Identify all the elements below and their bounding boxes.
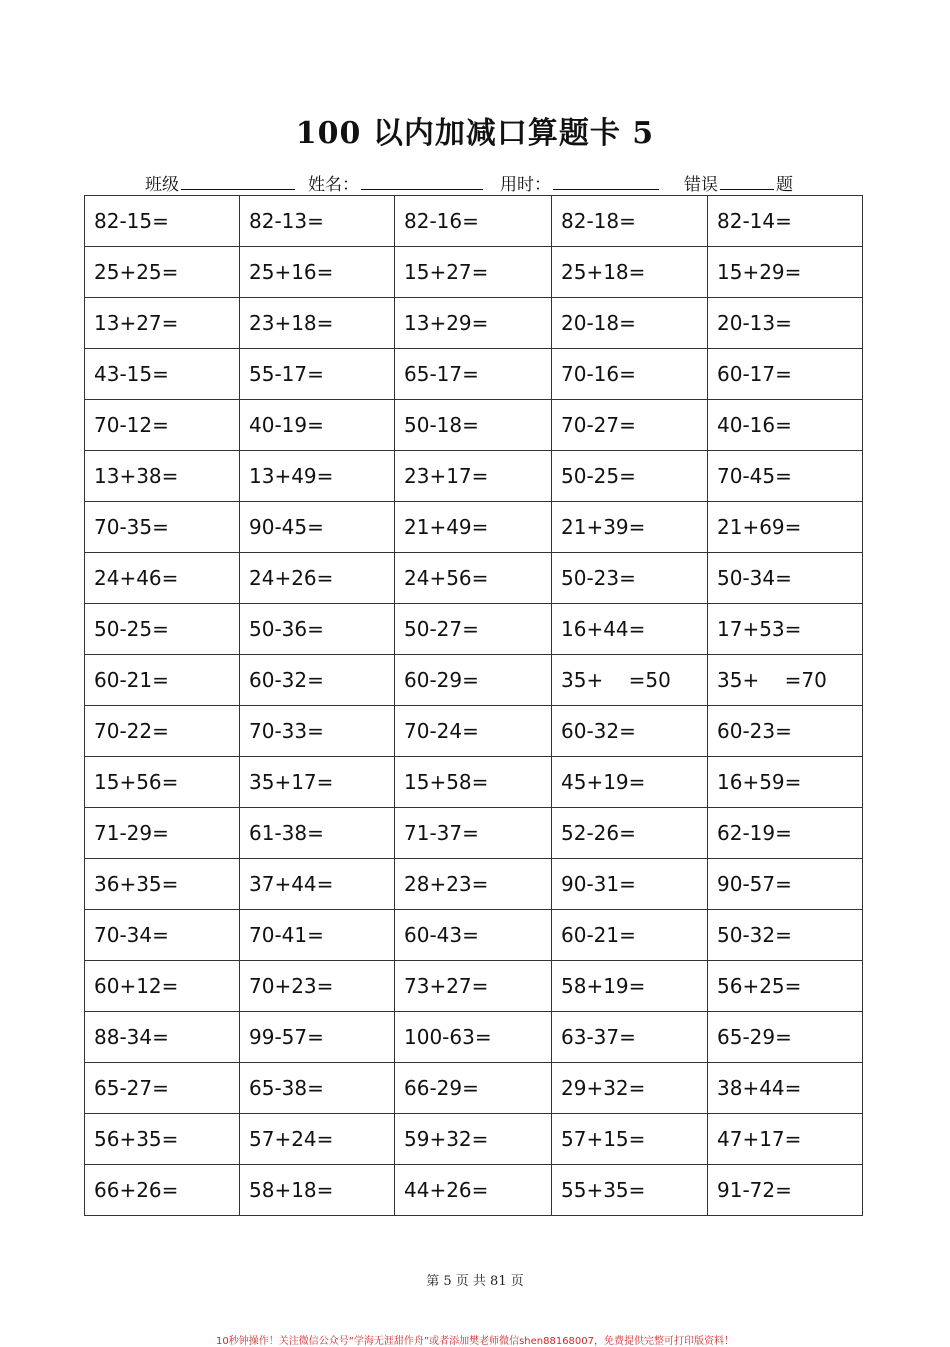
problem-row (85, 1165, 863, 1216)
problem-cell: 25+18= (552, 247, 708, 298)
problem-cell: 65-29= (708, 1012, 863, 1063)
problem-cell: 21+39= (552, 502, 708, 553)
problem-cell: 58+19= (552, 961, 708, 1012)
problem-cell: 35+ =70 (708, 655, 863, 706)
problem-row (85, 859, 863, 910)
problem-cell: 60-32= (552, 706, 708, 757)
problem-cell: 82-14= (708, 196, 863, 247)
problem-cell: 50-25= (552, 451, 708, 502)
problem-cell: 17+53= (708, 604, 863, 655)
problem-row (85, 298, 863, 349)
page-title: 100 以内加减口算题卡 5 (295, 116, 655, 151)
problem-cell: 61-38= (240, 808, 395, 859)
problem-cell: 16+44= (552, 604, 708, 655)
problem-cell: 88-34= (85, 1012, 240, 1063)
problem-row (85, 961, 863, 1012)
problem-cell: 82-18= (552, 196, 708, 247)
problem-cell: 50-27= (395, 604, 552, 655)
time-label: 用时： (500, 175, 551, 195)
problem-cell: 57+24= (240, 1114, 395, 1165)
errors-label: 错误 (684, 175, 718, 195)
problem-cell: 73+27= (395, 961, 552, 1012)
problem-cell: 13+29= (395, 298, 552, 349)
problem-cell: 13+38= (85, 451, 240, 502)
problem-cell: 20-18= (552, 298, 708, 349)
problem-row (85, 247, 863, 298)
problem-cell: 60-21= (85, 655, 240, 706)
problem-row (85, 400, 863, 451)
problem-cell: 23+18= (240, 298, 395, 349)
problem-row (85, 808, 863, 859)
problem-cell: 70-16= (552, 349, 708, 400)
name-label: 姓名： (308, 175, 359, 195)
problem-cell: 55+35= (552, 1165, 708, 1216)
class-label: 班级 (145, 175, 179, 195)
problem-cell: 24+46= (85, 553, 240, 604)
problem-cell: 35+17= (240, 757, 395, 808)
problem-cell: 21+49= (395, 502, 552, 553)
problem-cell: 52-26= (552, 808, 708, 859)
problem-cell: 70-27= (552, 400, 708, 451)
problem-row (85, 502, 863, 553)
problem-cell: 70-35= (85, 502, 240, 553)
problem-cell: 60-17= (708, 349, 863, 400)
problem-row (85, 451, 863, 502)
problem-cell: 70-12= (85, 400, 240, 451)
problem-cell: 71-37= (395, 808, 552, 859)
time-field (500, 170, 659, 195)
problem-cell: 55-17= (240, 349, 395, 400)
problem-cell: 50-36= (240, 604, 395, 655)
problem-cell: 60-23= (708, 706, 863, 757)
problem-cell: 50-18= (395, 400, 552, 451)
problem-cell: 29+32= (552, 1063, 708, 1114)
problem-cell: 15+29= (708, 247, 863, 298)
problem-cell: 70-24= (395, 706, 552, 757)
problem-row (85, 553, 863, 604)
problem-cell: 90-31= (552, 859, 708, 910)
class-field (145, 170, 295, 195)
problem-cell: 100-63= (395, 1012, 552, 1063)
problem-cell: 91-72= (708, 1165, 863, 1216)
problem-cell: 63-37= (552, 1012, 708, 1063)
problem-cell: 20-13= (708, 298, 863, 349)
student-info-row (0, 170, 950, 196)
name-blank (361, 173, 483, 190)
problem-row (85, 1114, 863, 1165)
problem-cell: 70-45= (708, 451, 863, 502)
name-field (308, 170, 483, 195)
problem-row (85, 604, 863, 655)
problem-cell: 70-33= (240, 706, 395, 757)
problem-cell: 65-38= (240, 1063, 395, 1114)
problem-cell: 13+49= (240, 451, 395, 502)
problem-grid (84, 195, 863, 1216)
page-number: 第 5 页 共 81 页 (426, 1274, 524, 1289)
problem-cell: 21+69= (708, 502, 863, 553)
problem-cell: 66-29= (395, 1063, 552, 1114)
problem-cell: 60-21= (552, 910, 708, 961)
problem-cell: 90-57= (708, 859, 863, 910)
problem-cell: 65-17= (395, 349, 552, 400)
problem-cell: 56+25= (708, 961, 863, 1012)
problem-cell: 59+32= (395, 1114, 552, 1165)
problem-cell: 36+35= (85, 859, 240, 910)
problem-cell: 43-15= (85, 349, 240, 400)
class-blank (181, 173, 295, 190)
problem-row (85, 757, 863, 808)
problem-cell: 13+27= (85, 298, 240, 349)
problem-cell: 82-13= (240, 196, 395, 247)
problem-cell: 66+26= (85, 1165, 240, 1216)
problem-cell: 25+25= (85, 247, 240, 298)
problem-cell: 82-16= (395, 196, 552, 247)
problem-row (85, 349, 863, 400)
problem-cell: 60-43= (395, 910, 552, 961)
problem-cell: 71-29= (85, 808, 240, 859)
footer-note: 10秒钟操作！关注微信公众号“学海无涯甜作舟”或者添加樊老师微信shen88168007，免费提供完整可打印版资料！ (215, 1336, 735, 1347)
problem-cell: 99-57= (240, 1012, 395, 1063)
problem-cell: 44+26= (395, 1165, 552, 1216)
problem-cell: 38+44= (708, 1063, 863, 1114)
problem-cell: 57+15= (552, 1114, 708, 1165)
problem-cell: 25+16= (240, 247, 395, 298)
problem-row (85, 1012, 863, 1063)
problem-row (85, 196, 863, 247)
problem-cell: 58+18= (240, 1165, 395, 1216)
problem-cell: 70-41= (240, 910, 395, 961)
problem-cell: 28+23= (395, 859, 552, 910)
problem-cell: 70-34= (85, 910, 240, 961)
problem-cell: 15+56= (85, 757, 240, 808)
problem-cell: 82-15= (85, 196, 240, 247)
problem-cell: 50-25= (85, 604, 240, 655)
errors-blank (720, 173, 774, 190)
problem-row (85, 1063, 863, 1114)
problem-cell: 45+19= (552, 757, 708, 808)
problem-cell: 40-16= (708, 400, 863, 451)
problem-cell: 65-27= (85, 1063, 240, 1114)
problem-cell: 50-34= (708, 553, 863, 604)
problem-cell: 47+17= (708, 1114, 863, 1165)
problem-row (85, 655, 863, 706)
problem-cell: 60+12= (85, 961, 240, 1012)
problem-row (85, 706, 863, 757)
problem-row (85, 910, 863, 961)
errors-suffix: 题 (776, 175, 793, 195)
problem-cell: 24+56= (395, 553, 552, 604)
problem-cell: 16+59= (708, 757, 863, 808)
problem-cell: 15+58= (395, 757, 552, 808)
problem-cell: 60-32= (240, 655, 395, 706)
errors-field (684, 170, 793, 195)
time-blank (553, 173, 659, 190)
problem-cell: 23+17= (395, 451, 552, 502)
problem-cell: 35+ =50 (552, 655, 708, 706)
problem-cell: 50-32= (708, 910, 863, 961)
problem-cell: 70-22= (85, 706, 240, 757)
problem-cell: 40-19= (240, 400, 395, 451)
problem-cell: 70+23= (240, 961, 395, 1012)
problem-cell: 90-45= (240, 502, 395, 553)
problem-cell: 15+27= (395, 247, 552, 298)
problem-cell: 50-23= (552, 553, 708, 604)
problem-cell: 62-19= (708, 808, 863, 859)
problem-cell: 56+35= (85, 1114, 240, 1165)
problem-cell: 60-29= (395, 655, 552, 706)
problem-cell: 24+26= (240, 553, 395, 604)
problem-cell: 37+44= (240, 859, 395, 910)
